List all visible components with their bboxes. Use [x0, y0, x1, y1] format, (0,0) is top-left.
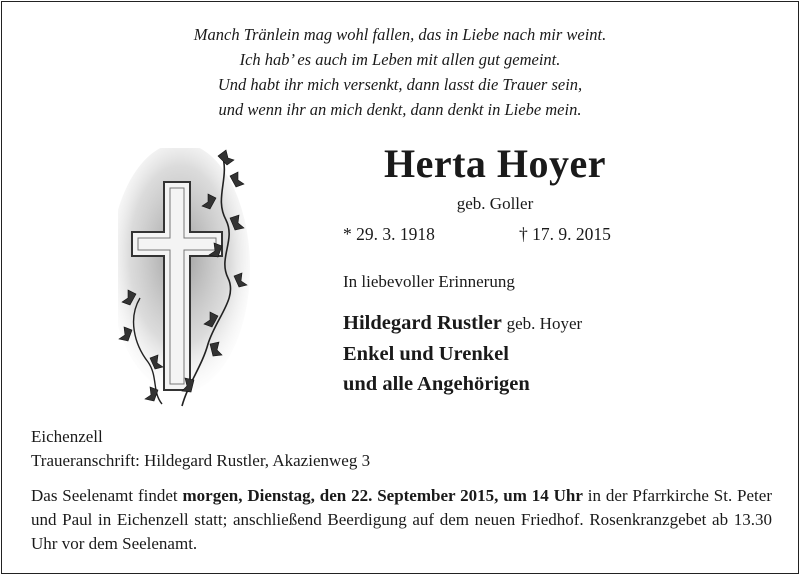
service-text: Das Seelenamt findet [31, 486, 183, 505]
mourner-line: Enkel und Urenkel [343, 343, 509, 365]
service-text: in der Pfarrkirche St. Peter und Paul in Eichenzell statt; anschließend Beerdigung auf dem neuen Friedhof. Rosenkranzgebet ab 13.30 Uhr vor dem Seelenamt. [31, 486, 772, 553]
place-info [31, 425, 370, 473]
poem [0, 22, 800, 122]
mourner-name: Hildegard Rustler [343, 312, 502, 334]
poem-line: Manch Tränlein mag wohl fallen, das in Liebe nach mir weint. [193, 25, 607, 44]
deceased-name: Herta Hoyer [383, 141, 607, 186]
deceased-nee: geb. Goller [456, 194, 534, 213]
mourning-address: Traueranschrift: Hildegard Rustler, Akazienweg 3 [31, 451, 371, 470]
mourner-line [343, 308, 582, 339]
poem-line: und wenn ihr an mich denkt, dann denkt in Liebe mein. [218, 100, 582, 119]
service-date: morgen, Dienstag, den 22. September 2015, um 14 Uhr [182, 486, 583, 505]
town: Eichenzell [31, 427, 103, 446]
cross-with-ivy-icon [118, 148, 258, 410]
mourners [343, 308, 582, 399]
mourner-line: und alle Angehörigen [343, 373, 530, 395]
memory-line: In liebevoller Erinnerung [343, 272, 515, 291]
poem-line: Und habt ihr mich versenkt, dann lasst die Trauer sein, [217, 75, 583, 94]
service-info [31, 484, 772, 556]
mourner-nee: geb. Hoyer [506, 314, 583, 333]
death-date: † 17. 9. 2015 [519, 224, 611, 244]
birth-date: * 29. 3. 1918 [343, 224, 435, 244]
poem-line: Ich hab’ es auch im Leben mit allen gut gemeint. [239, 50, 561, 69]
